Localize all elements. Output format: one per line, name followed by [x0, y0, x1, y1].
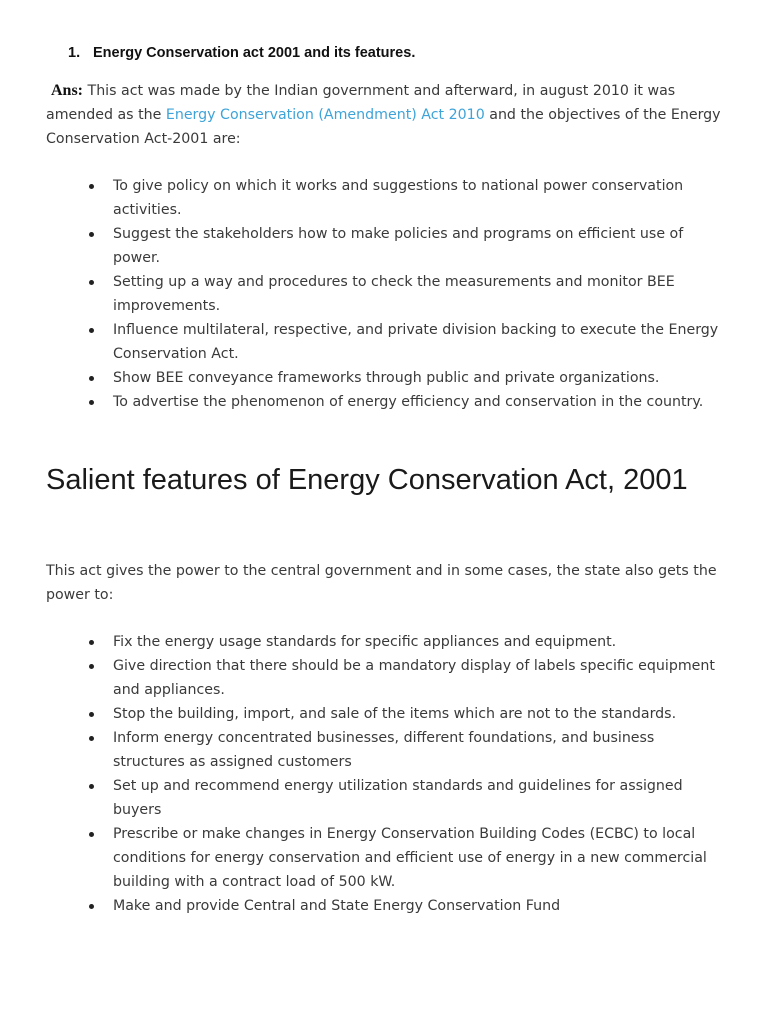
list-item-text: Prescribe or make changes in Energy Conservation Building Codes (ECBC) to local conditions for energy conservation and efficient use of energy in a new commercial building with a contract load of 500 kW.	[113, 826, 707, 890]
features-list	[0, 630, 768, 918]
list-item-text: Make and provide Central and State Energy Conservation Fund	[113, 898, 561, 914]
list-item-text: Show BEE conveyance frameworks through public and private organizations.	[113, 370, 660, 386]
list-item-text: Stop the building, import, and sale of the items which are not to the standards.	[113, 706, 677, 722]
answer-text-after-link: and the objectives of the Energy Conservation Act-2001 are:	[46, 107, 721, 147]
bullet-icon	[89, 832, 94, 837]
list-item-text: Setting up a way and procedures to check the measurements and monitor BEE improvements.	[113, 274, 675, 314]
list-item-text: Give direction that there should be a mandatory display of labels specific equipment and appliances.	[113, 658, 715, 698]
bullet-icon	[89, 712, 94, 717]
features-heading: Salient features of Energy Conservation Act, 2001	[46, 464, 688, 496]
question-text: Energy Conservation act 2001 and its features.	[93, 45, 416, 61]
list-item	[0, 222, 768, 270]
bullet-icon	[89, 328, 94, 333]
bullet-icon	[89, 400, 94, 405]
bullet-icon	[89, 664, 94, 669]
objectives-list	[0, 174, 768, 414]
bullet-icon	[89, 640, 94, 645]
list-item	[0, 774, 768, 822]
question-number: 1.	[68, 45, 81, 61]
list-item-text: Suggest the stakeholders how to make policies and programs on efficient use of power.	[113, 226, 684, 266]
answer-paragraph	[46, 79, 736, 151]
list-item	[0, 654, 768, 702]
list-item	[0, 174, 768, 222]
list-item	[0, 366, 768, 390]
list-item	[0, 702, 768, 726]
list-item-text: To advertise the phenomenon of energy efficiency and conservation in the country.	[113, 394, 704, 410]
bullet-icon	[89, 784, 94, 789]
list-item-text: Influence multilateral, respective, and private division backing to execute the Energy Conservation Act.	[113, 322, 719, 362]
bullet-icon	[89, 184, 94, 189]
list-item-text: Fix the energy usage standards for specific appliances and equipment.	[113, 634, 617, 650]
bullet-icon	[89, 376, 94, 381]
features-intro: This act gives the power to the central government and in some cases, the state also gets the power to:	[46, 563, 717, 603]
list-item	[0, 822, 768, 894]
list-item	[0, 726, 768, 774]
question-heading	[68, 43, 415, 63]
answer-text-before-link: This act was made by the Indian government and afterward, in august 2010 it was amended as the	[46, 83, 676, 123]
list-item	[0, 270, 768, 318]
bullet-icon	[89, 280, 94, 285]
list-item	[0, 894, 768, 918]
list-item-text: Inform energy concentrated businesses, different foundations, and business structures as assigned customers	[113, 730, 655, 770]
list-item	[0, 390, 768, 414]
bullet-icon	[89, 904, 94, 909]
list-item	[0, 630, 768, 654]
list-item-text: To give policy on which it works and suggestions to national power conservation activities.	[113, 178, 684, 218]
answer-label: Ans:	[51, 82, 84, 99]
list-item-text: Set up and recommend energy utilization standards and guidelines for assigned buyers	[113, 778, 683, 818]
bullet-icon	[89, 736, 94, 741]
bullet-icon	[89, 232, 94, 237]
list-item	[0, 318, 768, 366]
amendment-act-link[interactable]: Energy Conservation (Amendment) Act 2010	[165, 107, 485, 123]
